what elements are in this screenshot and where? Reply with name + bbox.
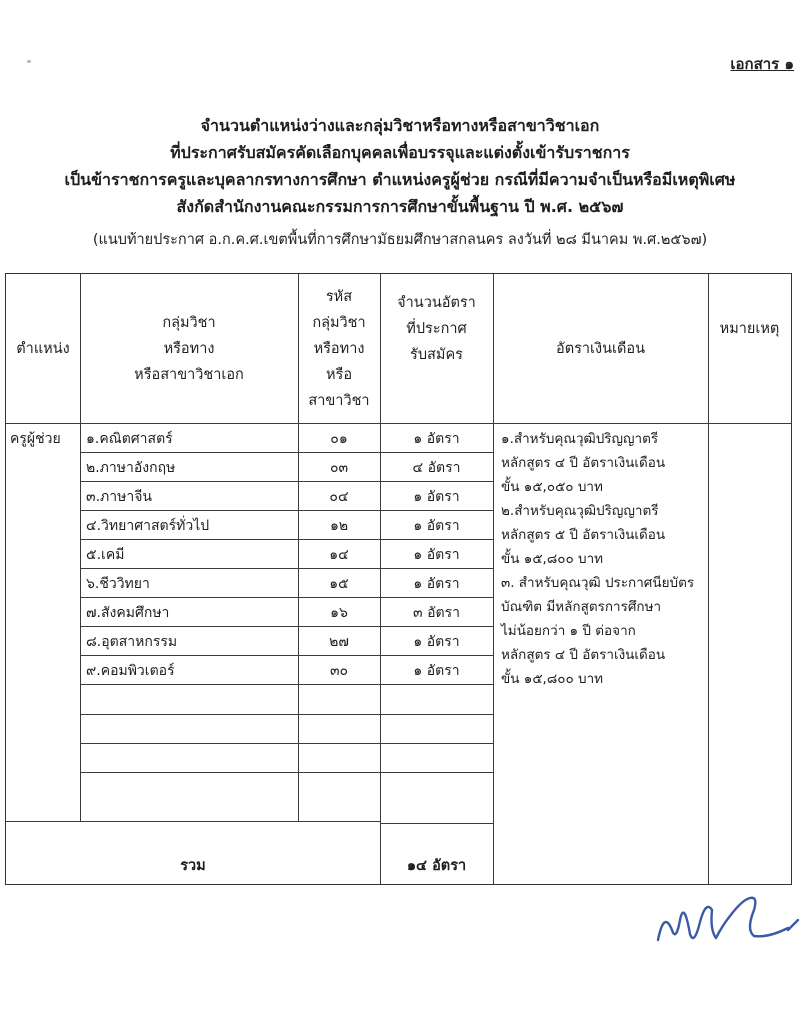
header-count bbox=[380, 274, 493, 384]
signature-mark bbox=[650, 890, 800, 960]
salary-line: ๑.สำหรับคุณวุฒิปริญญาตรี bbox=[501, 431, 659, 447]
header-code-line: หรือทาง bbox=[313, 340, 365, 357]
salary-line: หลักสูตร ๔ ปี อัตราเงินเดือน bbox=[501, 647, 666, 663]
header-subject-line: หรือสาขาวิชาเอก bbox=[134, 366, 244, 383]
positions-table bbox=[5, 273, 792, 885]
salary-line: ๓. สำหรับคุณวุฒิ ประกาศนียบัตร bbox=[501, 575, 695, 591]
row-count: ๓ อัตรา bbox=[413, 604, 460, 621]
total-rule bbox=[380, 823, 493, 824]
document-title bbox=[0, 112, 800, 220]
salary-line: ขั้น ๑๕,๘๐๐ บาท bbox=[501, 551, 604, 567]
row-code: ๑๔ bbox=[329, 546, 349, 563]
document-label: เอกสาร ๑ bbox=[730, 55, 794, 73]
header-code-line: หรือ bbox=[325, 366, 353, 383]
header-count-line: จำนวนอัตรา bbox=[397, 295, 476, 311]
header-code bbox=[298, 274, 380, 423]
row-count: ๔ อัตรา bbox=[412, 459, 461, 476]
row-code: ๑๕ bbox=[329, 575, 349, 592]
row-subject: ๑.คณิตศาสตร์ bbox=[86, 430, 173, 447]
row-subject: ๓.ภาษาจีน bbox=[86, 488, 152, 505]
header-subject-line: กลุ่มวิชา bbox=[162, 314, 216, 331]
header-code-line: สาขาวิชา bbox=[308, 392, 370, 409]
salary-line: ไม่น้อยกว่า ๑ ปี ต่อจาก bbox=[501, 623, 636, 639]
title-line-2: ที่ประกาศรับสมัครคัดเลือกบุคคลเพื่อบรรจุและแต่งตั้งเข้ารับราชการ bbox=[170, 143, 630, 162]
salary-description bbox=[501, 427, 694, 691]
salary-line: ขั้น ๑๕,๘๐๐ บาท bbox=[501, 671, 604, 687]
row-count: ๑ อัตรา bbox=[413, 517, 460, 534]
row-subject: ๘.อุตสาหกรรม bbox=[86, 633, 178, 650]
row-code: ๐๔ bbox=[329, 488, 349, 505]
row-rule bbox=[80, 743, 493, 744]
row-count: ๑ อัตรา bbox=[413, 633, 460, 650]
title-line-4: สังกัดสำนักงานคณะกรรมการการศึกษาขั้นพื้นฐาน ปี พ.ศ. ๒๕๖๗ bbox=[176, 197, 624, 216]
row-code: ๒๗ bbox=[329, 633, 349, 650]
header-count-line: ที่ประกาศ bbox=[406, 321, 467, 337]
row-subject: ๒.ภาษาอังกฤษ bbox=[86, 459, 176, 476]
row-subject: ๔.วิทยาศาสตร์ทั่วไป bbox=[86, 517, 210, 534]
row-subject: ๙.คอมพิวเตอร์ bbox=[86, 662, 175, 679]
row-count: ๑ อัตรา bbox=[413, 488, 460, 505]
header-position: ตำแหน่ง bbox=[16, 340, 70, 357]
total-label: รวม bbox=[180, 857, 206, 874]
row-rule bbox=[80, 772, 493, 773]
header-remarks: หมายเหตุ bbox=[719, 321, 780, 337]
salary-line: หลักสูตร ๔ ปี อัตราเงินเดือน bbox=[501, 455, 666, 471]
row-code: ๑๒ bbox=[329, 517, 349, 534]
header-subject bbox=[80, 274, 298, 423]
salary-line: บัณฑิต มีหลักสูตรการศึกษา bbox=[501, 599, 662, 615]
document-subtitle: (แนบท้ายประกาศ อ.ก.ค.ศ.เขตพื้นที่การศึกษามัธยมศึกษาสกลนคร ลงวันที่ ๒๘ มีนาคม พ.ศ.๒๕๖๗) bbox=[92, 232, 708, 248]
scan-speck bbox=[27, 60, 31, 63]
salary-line: หลักสูตร ๕ ปี อัตราเงินเดือน bbox=[501, 527, 666, 543]
row-count: ๑ อัตรา bbox=[413, 662, 460, 679]
total-rule bbox=[6, 821, 380, 822]
header-code-line: รหัส bbox=[325, 288, 353, 305]
row-code: ๓๐ bbox=[329, 662, 349, 679]
row-count: ๑ อัตรา bbox=[413, 575, 460, 592]
title-line-1: จำนวนตำแหน่งว่างและกลุ่มวิชาหรือทางหรือสาขาวิชาเอก bbox=[200, 116, 600, 135]
salary-line: ขั้น ๑๕,๐๕๐ บาท bbox=[501, 479, 603, 495]
row-subject: ๗.สังคมศึกษา bbox=[86, 604, 170, 621]
row-subject: ๕.เคมี bbox=[86, 546, 125, 563]
header-code-line: กลุ่มวิชา bbox=[312, 314, 366, 331]
row-subject: ๖.ชีววิทยา bbox=[86, 575, 150, 592]
row-code: ๐๑ bbox=[330, 430, 348, 447]
row-code: ๑๖ bbox=[330, 604, 348, 621]
row-rule bbox=[80, 714, 493, 715]
row-count: ๑ อัตรา bbox=[413, 546, 460, 563]
header-salary: อัตราเงินเดือน bbox=[556, 340, 645, 357]
title-line-3: เป็นข้าราชการครูและบุคลากรทางการศึกษา ตำแหน่งครูผู้ช่วย กรณีที่มีความจำเป็นหรือมีเหตุพิเศษ bbox=[64, 170, 736, 189]
position-value: ครูผู้ช่วย bbox=[10, 430, 61, 447]
header-count-line: รับสมัคร bbox=[410, 347, 463, 363]
total-value: ๑๔ อัตรา bbox=[406, 857, 467, 874]
salary-line: ๒.สำหรับคุณวุฒิปริญญาตรี bbox=[501, 503, 659, 519]
row-count: ๑ อัตรา bbox=[413, 430, 460, 447]
header-subject-line: หรือทาง bbox=[163, 340, 215, 357]
row-code: ๐๓ bbox=[329, 459, 349, 476]
